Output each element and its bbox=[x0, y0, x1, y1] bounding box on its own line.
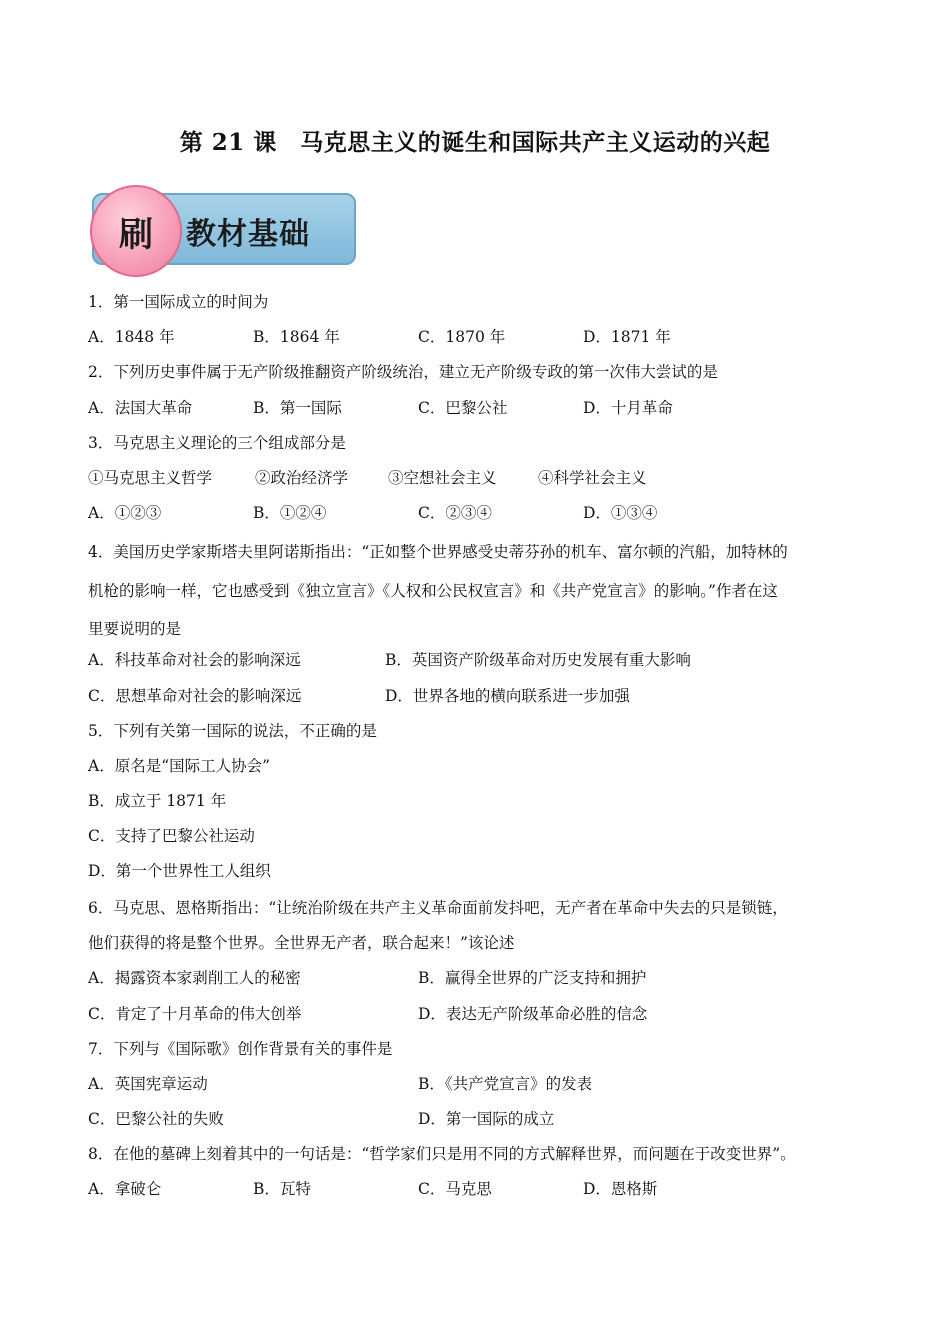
option-d[interactable]: D．恩格斯 bbox=[583, 1180, 658, 1199]
option-a[interactable]: A．科技革命对社会的影响深远 bbox=[88, 651, 301, 670]
option-d[interactable]: D．表达无产阶级革命必胜的信念 bbox=[418, 1004, 648, 1023]
question-2-stem bbox=[88, 360, 868, 395]
question-1-options bbox=[88, 325, 868, 360]
option-b[interactable]: B．①②④ bbox=[253, 504, 327, 523]
question-5-option-b[interactable] bbox=[88, 789, 868, 824]
stem-line: 7．下列与《国际歌》创作背景有关的事件是 bbox=[88, 1039, 393, 1058]
stem-line: 5．下列有关第一国际的说法，不正确的是 bbox=[88, 721, 377, 740]
section-banner bbox=[88, 185, 356, 275]
question-6-options-row-2 bbox=[88, 1002, 868, 1037]
option-text: B．成立于 1871 年 bbox=[88, 792, 227, 811]
option-text: A．原名是“国际工人协会” bbox=[88, 756, 271, 775]
option-c[interactable]: C．肯定了十月革命的伟大创举 bbox=[88, 1004, 302, 1023]
option-c[interactable]: C．巴黎公社 bbox=[418, 398, 508, 417]
question-list bbox=[88, 290, 868, 1213]
question-4-stem-3 bbox=[88, 613, 868, 648]
item-2: ②政治经济学 bbox=[255, 468, 349, 487]
option-c[interactable]: C．1870 年 bbox=[418, 328, 506, 347]
option-a[interactable]: A．英国宪章运动 bbox=[88, 1074, 208, 1093]
stem-line: 2．下列历史事件属于无产阶级推翻资产阶级统治，建立无产阶级专政的第一次伟大尝试的是 bbox=[88, 363, 718, 382]
option-d[interactable]: D．①③④ bbox=[583, 504, 658, 523]
banner-label: 教材基础 bbox=[186, 217, 310, 252]
question-7-options-row-2 bbox=[88, 1107, 868, 1142]
option-a[interactable]: A．揭露资本家剥削工人的秘密 bbox=[88, 969, 301, 988]
stem-line: 机枪的影响一样，它也感受到《独立宣言》《人权和公民权宣言》和《共产党宣言》的影响。”作者在这 bbox=[88, 581, 778, 600]
question-6-stem-2 bbox=[88, 931, 868, 966]
question-5-stem bbox=[88, 719, 868, 754]
question-5-option-a[interactable] bbox=[88, 754, 868, 789]
question-3-stem bbox=[88, 431, 868, 466]
option-b[interactable]: B．英国资产阶级革命对历史发展有重大影响 bbox=[385, 651, 691, 670]
question-2-options bbox=[88, 396, 868, 431]
option-a[interactable]: A．拿破仑 bbox=[88, 1180, 162, 1199]
question-4-stem-2 bbox=[88, 575, 868, 614]
question-6-options-row-1 bbox=[88, 966, 868, 1001]
option-d[interactable]: D．1871 年 bbox=[583, 328, 671, 347]
option-b[interactable]: B．赢得全世界的广泛支持和拥护 bbox=[418, 969, 647, 988]
question-3-items bbox=[88, 466, 868, 501]
option-d[interactable]: D．第一国际的成立 bbox=[418, 1110, 555, 1129]
stem-line: 6．马克思、恩格斯指出：“让统治阶级在共产主义革命面前发抖吧，无产者在革命中失去的只是锁链， bbox=[88, 898, 788, 917]
question-4-options-row-1 bbox=[88, 648, 868, 683]
option-c[interactable]: C．马克思 bbox=[418, 1180, 492, 1199]
option-b[interactable]: B．《共产党宣言》的发表 bbox=[418, 1074, 593, 1093]
item-3: ③空想社会主义 bbox=[388, 468, 497, 487]
question-5-option-c[interactable] bbox=[88, 824, 868, 859]
stem-line: 里要说明的是 bbox=[88, 620, 182, 639]
question-5-option-d[interactable] bbox=[88, 859, 868, 894]
question-7-options-row-1 bbox=[88, 1072, 868, 1107]
banner-circle: 刷 bbox=[90, 185, 182, 277]
question-6-stem-1 bbox=[88, 895, 868, 932]
option-text: C．支持了巴黎公社运动 bbox=[88, 827, 255, 846]
question-1-stem bbox=[88, 290, 868, 325]
item-1: ①马克思主义哲学 bbox=[88, 468, 213, 487]
option-text: D．第一个世界性工人组织 bbox=[88, 862, 271, 881]
option-a[interactable]: A．法国大革命 bbox=[88, 398, 193, 417]
option-c[interactable]: C．巴黎公社的失败 bbox=[88, 1110, 224, 1129]
question-3-options bbox=[88, 501, 868, 536]
stem-line: 1．第一国际成立的时间为 bbox=[88, 293, 269, 311]
option-c[interactable]: C．思想革命对社会的影响深远 bbox=[88, 686, 302, 705]
option-d[interactable]: D．十月革命 bbox=[583, 398, 673, 417]
question-8-stem bbox=[88, 1142, 868, 1177]
stem-line: 4．美国历史学家斯塔夫里阿诺斯指出：“正如整个世界感受史蒂芬孙的机车、富尔顿的汽船，加特林的 bbox=[88, 543, 788, 562]
item-4: ④科学社会主义 bbox=[538, 468, 647, 487]
stem-line: 8．在他的墓碑上刻着其中的一句话是：“哲学家们只是用不同的方式解释世界，而问题在于改变世界”。 bbox=[88, 1145, 796, 1164]
option-d[interactable]: D．世界各地的横向联系进一步加强 bbox=[385, 686, 630, 705]
page-title: 第 21 课 马克思主义的诞生和国际共产主义运动的兴起 bbox=[179, 129, 771, 156]
question-7-stem bbox=[88, 1037, 868, 1072]
stem-line: 他们获得的将是整个世界。全世界无产者，联合起来！”该论述 bbox=[88, 934, 515, 953]
option-a[interactable]: A．1848 年 bbox=[88, 328, 175, 347]
question-8-options bbox=[88, 1177, 868, 1212]
question-4-options-row-2 bbox=[88, 684, 868, 719]
option-b[interactable]: B．1864 年 bbox=[253, 328, 340, 347]
option-b[interactable]: B．第一国际 bbox=[253, 398, 342, 417]
option-b[interactable]: B．瓦特 bbox=[253, 1180, 311, 1199]
option-c[interactable]: C．②③④ bbox=[418, 504, 492, 523]
question-4-stem-1 bbox=[88, 536, 868, 575]
option-a[interactable]: A．①②③ bbox=[88, 504, 162, 523]
stem-line: 3．马克思主义理论的三个组成部分是 bbox=[88, 433, 346, 452]
